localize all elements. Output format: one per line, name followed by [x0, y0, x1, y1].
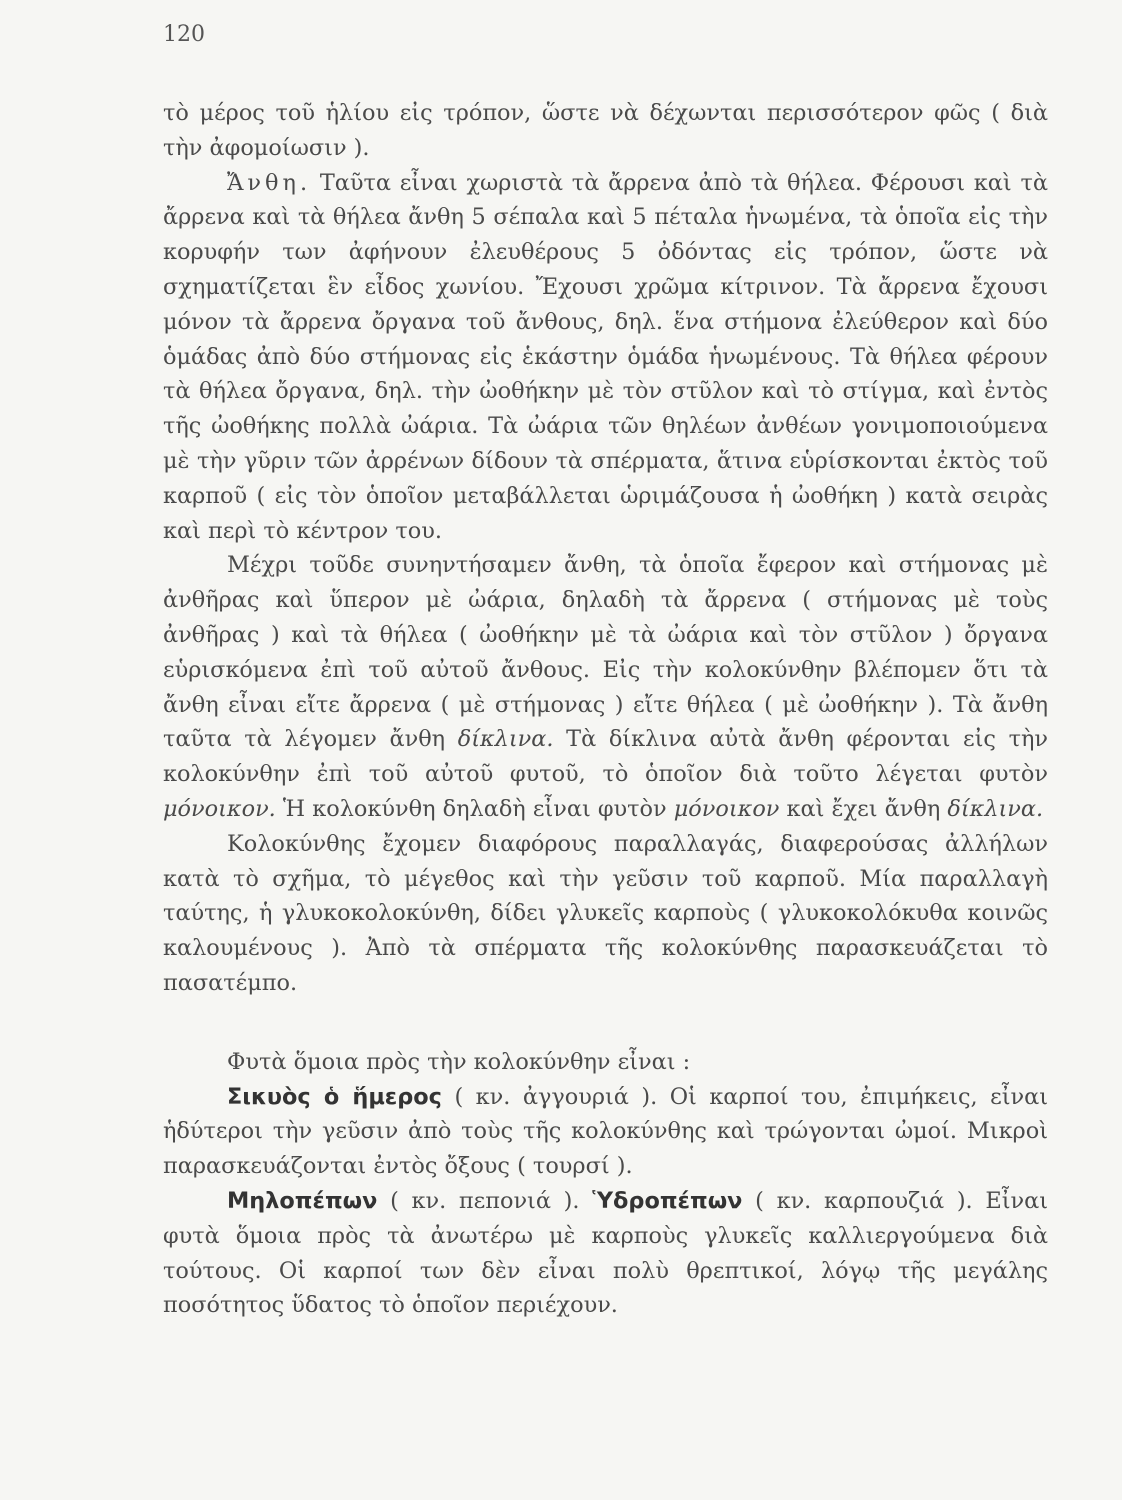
- text-run: καὶ ἔχει ἄνθη: [779, 795, 948, 822]
- paragraph-monoecious: [163, 548, 1048, 826]
- italic-term: μόνοικον.: [163, 795, 276, 822]
- section-heading-flowers: Ἄνθη.: [227, 169, 312, 196]
- body-text: [163, 96, 1048, 1323]
- paragraph-gap: [163, 1001, 1048, 1045]
- italic-term: δίκλινα.: [457, 726, 554, 753]
- bold-term-melon: Μηλοπέπων: [227, 1187, 378, 1214]
- text-run: Ἡ κολοκύνθη δηλαδὴ εἶναι φυτὸν: [275, 795, 674, 822]
- bold-term-watermelon: Ὑδροπέπων: [592, 1187, 743, 1214]
- text-run: Τὰ δίκλινα αὐτὰ ἄνθη φέρονται εἰς τὴν κολοκύνθην ἐπὶ τοῦ αὐτοῦ φυτοῦ, τὸ ὁποῖον διὰ τοῦτο λέγεται φυτὸν: [163, 726, 1048, 788]
- text-run: Μέχρι τοῦδε συνηντήσαμεν ἄνθη, τὰ ὁποῖα ἔφερον καὶ στήμονας μὲ ἀνθῆρας καὶ ὕπερον μὲ ὠάρια, δηλαδὴ τὰ ἄρρενα ( στήμονας μὲ τοὺς ἀνθῆρας ) καὶ τὰ θήλεα ( ὠοθήκην μὲ τὰ ὠάρια καὶ τὸν στῦλον ) ὄργανα εὑρισκόμενα ἐπὶ τοῦ αὐτοῦ ἄνθους. Εἰς τὴν κολοκύνθην βλέπομεν ὅτι τὰ ἄνθη εἶναι εἴτε ἄρρενα ( μὲ στήμονας ) εἴτε θήλεα ( μὲ ὠοθήκην ). Τὰ ἄνθη ταῦτα τὰ λέγομεν ἄνθη: [163, 552, 1048, 753]
- paragraph-similar-plants: Φυτὰ ὅμοια πρὸς τὴν κολοκύνθην εἶναι :: [227, 1048, 691, 1075]
- text-run: ( κν. καρπουζιά ). Εἶναι φυτὰ ὅμοια πρὸς τὰ ἀνωτέρω μὲ καρποὺς γλυκεῖς καλλιεργούμενα διὰ τούτους. Οἱ καρποί των δὲν εἶναι πολὺ θρεπτικοί, λόγῳ τῆς μεγάλης ποσότητος ὕδατος τὸ ὁποῖον περιέχουν.: [163, 1187, 1049, 1319]
- paragraph-varieties: Κολοκύνθης ἔχομεν διαφόρους παραλλαγάς, διαφερούσας ἀλλήλων κατὰ τὸ σχῆμα, τὸ μέγεθος καὶ τὴν γεῦσιν τοῦ καρποῦ. Μία παραλλαγὴ ταύτης, ἡ γλυκοκολοκύνθη, δίδει γλυκεῖς καρποὺς ( γλυκοκολόκυθα κοινῶς καλουμένους ). Ἀπὸ τὰ σπέρματα τῆς κολοκύνθης παρασκευάζεται τὸ πασατέμπο.: [163, 830, 1048, 996]
- paragraph-melons: [163, 1184, 1048, 1323]
- italic-term: μόνοικον: [673, 795, 780, 822]
- page-number: 120: [163, 22, 205, 47]
- text-run: ( κν. ἀγγουριά ). Οἱ καρποί του, ἐπιμήκεις, εἶναι ἡδύτεροι τὴν γεῦσιν ἀπὸ τοὺς τῆς κολοκύνθης καὶ τρώγονται ὠμοί. Μικροὶ παρασκευάζονται ἐντὸς ὄξους ( τουρσί ).: [163, 1083, 1048, 1180]
- bold-term-cucumber: Σικυὸς ὁ ἥμερος: [227, 1083, 442, 1110]
- paragraph-flowers: [163, 166, 1048, 549]
- paragraph-sunlight: τὸ μέρος τοῦ ἡλίου εἰς τρόπον, ὥστε νὰ δέχωνται περισσότερον φῶς ( διὰ τὴν ἀφομοίωσιν ).: [163, 100, 1048, 161]
- text-run: ( κν. πεπονιά ).: [377, 1187, 593, 1214]
- italic-term: δίκλινα.: [947, 795, 1044, 822]
- paragraph-flowers-text: Ταῦτα εἶναι χωριστὰ τὰ ἄρρενα ἀπὸ τὰ θήλεα. Φέρουσι καὶ τὰ ἄρρενα καὶ τὰ θήλεα ἄνθη 5 σέπαλα καὶ 5 πέταλα ἡνωμένα, τὰ ὁποῖα εἰς τὴν κορυφήν των ἀφήνουν ἐλευθέρους 5 ὀδόντας εἰς τρόπον, ὥστε νὰ σχηματίζεται ἓν εἶδος χωνίου. Ἔχουσι χρῶμα κίτρινον. Τὰ ἄρρενα ἔχουσι μόνον τὰ ἄρρενα ὄργανα τοῦ ἄνθους, δηλ. ἕνα στήμονα ἐλεύθερον καὶ δύο ὁμάδας ἀπὸ δύο στήμονας εἰς ἑκάστην ὁμάδα ἡνωμένους. Τὰ θήλεα φέρουν τὰ θήλεα ὄργανα, δηλ. τὴν ὠοθήκην μὲ τὸν στῦλον καὶ τὸ στίγμα, καὶ ἐντὸς τῆς ὠοθήκης πολλὰ ὠάρια. Τὰ ὠάρια τῶν θηλέων ἀνθέων γονιμοποιούμενα μὲ τὴν γῦριν τῶν ἀρρένων δίδουν τὰ σπέρματα, ἅτινα εὑρίσκονται ἐκτὸς τοῦ καρποῦ ( εἰς τὸν ὁποῖον μεταβάλλεται ὡριμάζουσα ἡ ὠοθήκη ) κατὰ σειρὰς καὶ περὶ τὸ κέντρον του.: [163, 169, 1048, 544]
- paragraph-cucumber: [163, 1080, 1048, 1184]
